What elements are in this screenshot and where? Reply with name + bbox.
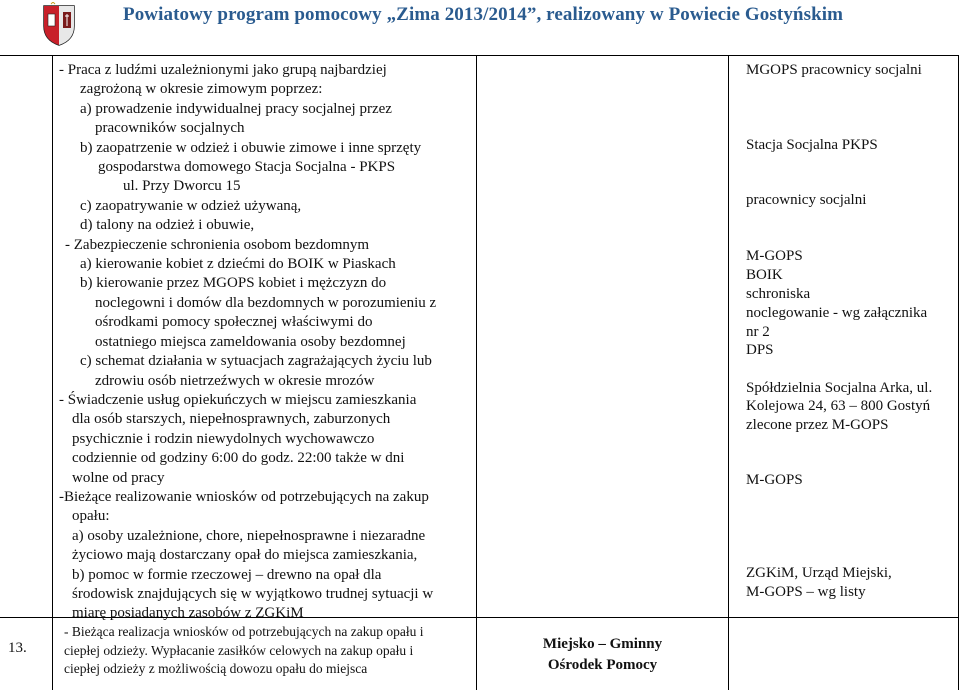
task-line: codziennie od godziny 6:00 do godz. 22:00 także w dni [72, 450, 405, 467]
task-line: psychicznie i rodzin niewydolnych wychowawczo [72, 430, 375, 447]
task-line: c) zaopatrywanie w odzież używaną, [80, 197, 302, 214]
responsible-line: DPS [746, 342, 774, 358]
task-line: opału: [72, 508, 110, 525]
page-header [0, 0, 959, 50]
responsible-line: M-GOPS [746, 248, 803, 264]
responsible-line: zlecone przez M-GOPS [746, 417, 889, 433]
tasks-cell [59, 61, 470, 624]
responsible-line: MGOPS pracownicy socjalni [746, 62, 922, 78]
task-line: środowisk znajdujących się w wyjątkowo trudnej sytuacji w [72, 585, 434, 602]
responsible-line: M-GOPS – wg listy [746, 584, 866, 600]
responsible-line: M-GOPS [746, 472, 803, 488]
task-line: życiowo mają dostarczany opał do miejsca zamieszkania, [72, 547, 418, 564]
row-number: 13. [8, 640, 27, 656]
task-line: -Bieżące realizowanie wniosków od potrzebujących na zakup [59, 488, 429, 505]
responsible-line: schroniska [746, 286, 811, 302]
institution-line: Miejsko – Gminny [542, 636, 663, 652]
col-border-1 [52, 55, 53, 690]
task-line: - Świadczenie usług opiekuńczych w miejscu zamieszkania [59, 391, 417, 408]
task-line: a) kierowanie kobiet z dziećmi do BOIK w Piaskach [80, 256, 396, 273]
responsible-line: Spółdzielnia Socjalna Arka, ul. [746, 380, 933, 396]
task-line: gospodarstwa domowego Stacja Socjalna - PKPS [98, 159, 396, 176]
task-line: - Zabezpieczenie schronienia osobom bezdomnym [65, 236, 370, 253]
task-line: - Bieżąca realizacja wniosków od potrzebujących na zakup opału i [64, 624, 424, 639]
table-top-border [0, 55, 959, 56]
col-border-3 [728, 55, 729, 690]
coat-of-arms-icon [42, 2, 76, 46]
responsible-line: pracownicy socjalni [746, 192, 867, 208]
task-line: ośrodkami pomocy społecznej właściwymi do [95, 314, 373, 331]
task-line: zagrożoną w okresie zimowym poprzez: [80, 81, 323, 98]
task-line: wolne od pracy [72, 469, 165, 486]
task-line: a) osoby uzależnione, chore, niepełnosprawne i niezaradne [72, 527, 426, 544]
task-line: ciepłej odzieży z możliwością dowozu opału do miejsca [64, 661, 368, 676]
responsible-line: ZGKiM, Urząd Miejski, [746, 565, 892, 581]
responsible-line: noclegowanie - wg załącznika [746, 305, 928, 321]
col-border-2 [476, 55, 477, 690]
task-line: a) prowadzenie indywidualnej pracy socjalnej przez [80, 100, 392, 117]
task-line: pracowników socjalnych [95, 120, 245, 137]
row13-tasks-cell [64, 623, 469, 679]
responsible-line: Stacja Socjalna PKPS [746, 137, 878, 153]
task-line: c) schemat działania w sytuacjach zagrażających życiu lub [80, 353, 432, 370]
responsible-line: Kolejowa 24, 63 – 800 Gostyń [746, 398, 931, 414]
task-line: - Praca z ludźmi uzależnionymi jako grupą najbardziej [59, 62, 387, 78]
task-line: ciepłej odzieży. Wypłacanie zasiłków celowych na zakup opału i [64, 642, 414, 658]
task-line: zdrowiu osób nietrzeźwych w okresie mrozów [95, 372, 375, 389]
task-line: miarę posiadanych zasobów z ZGKiM [72, 605, 304, 622]
task-line: ostatniego miejsca zameldowania osoby bezdomnej [95, 333, 406, 350]
responsible-line: BOIK [746, 267, 783, 283]
institution-line: Ośrodek Pomocy [547, 657, 658, 673]
task-line: b) kierowanie przez MGOPS kobiet i mężczyzn do [80, 275, 387, 292]
page-title: Powiatowy program pomocowy „Zima 2013/2014”, realizowany w Powiecie Gostyńskim [123, 4, 844, 25]
task-line: dla osób starszych, niepełnosprawnych, zaburzonych [72, 411, 391, 428]
responsible-line: nr 2 [746, 324, 770, 340]
task-line: ul. Przy Dworcu 15 [123, 178, 241, 195]
task-line: noclegowni i domów dla bezdomnych w porozumieniu z [95, 294, 437, 311]
task-line: d) talony na odzież i obuwie, [80, 217, 255, 234]
task-line: b) zaopatrzenie w odzież i obuwie zimowe i inne sprzęty [80, 139, 422, 156]
task-line: b) pomoc w formie rzeczowej – drewno na opał dla [72, 566, 382, 583]
institution-cell [477, 634, 728, 676]
